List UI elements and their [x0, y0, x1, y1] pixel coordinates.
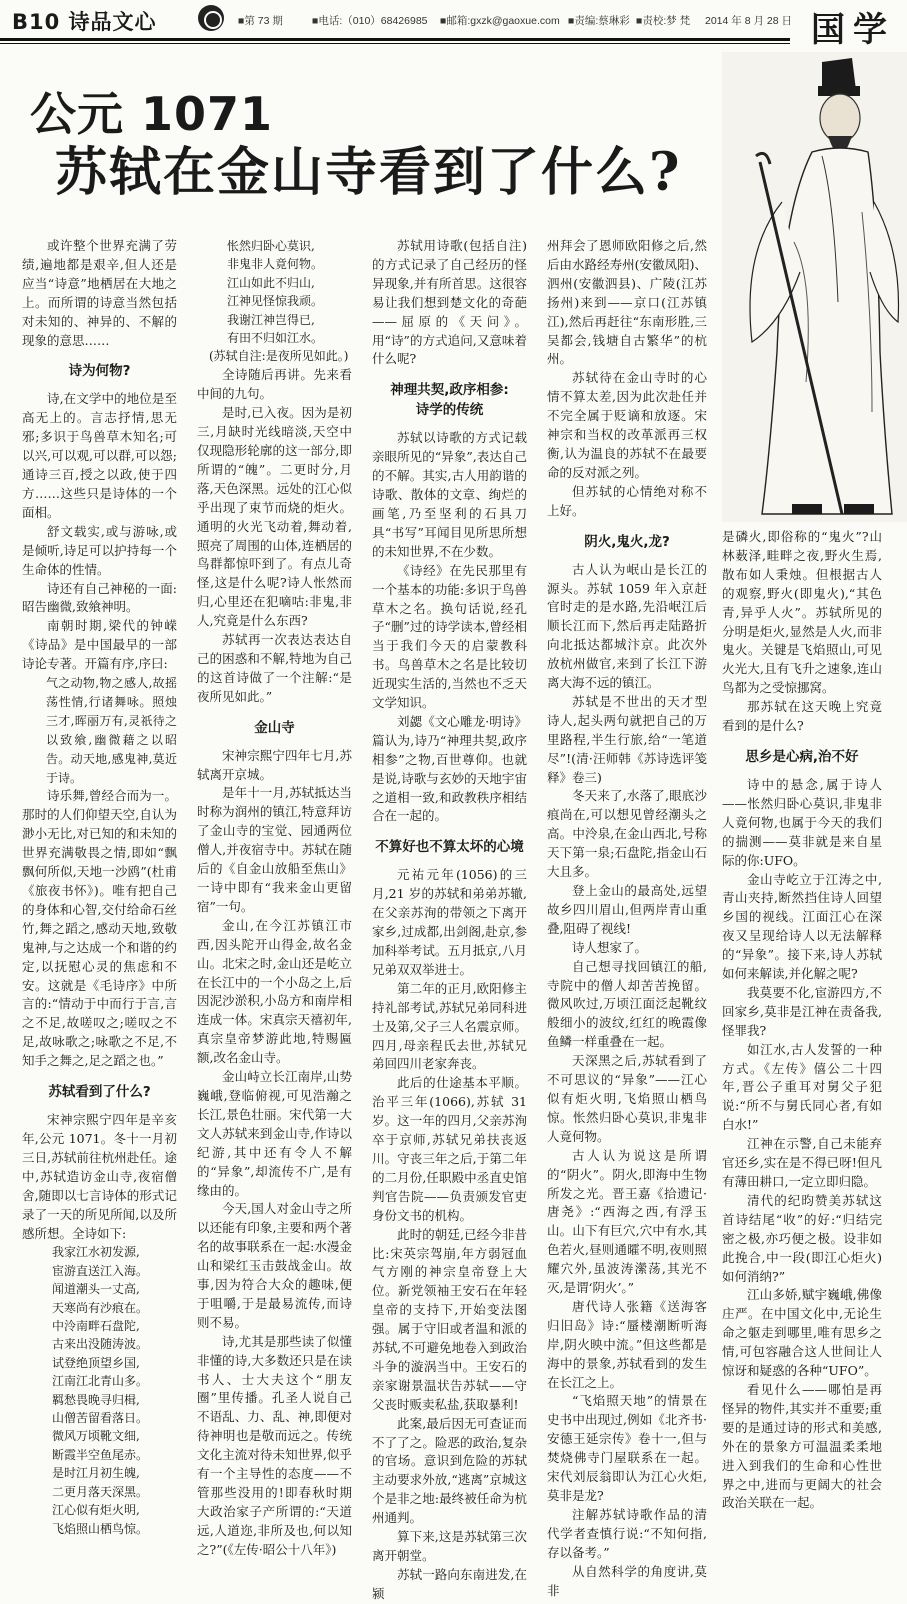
paragraph: 清代的纪昀赞美苏轼这首诗结尾“收”的好:“归结完密之极,亦巧便之极。设非如此挽合,中一段(即江心炬火)如何消纳?”	[722, 1192, 882, 1284]
editor-credit: ■责编:蔡琳彩	[568, 15, 630, 27]
paragraph: 金山峙立长江南岸,山势巍峨,登临俯视,可见浩瀚之长江,景色壮丽。宋代第一大文人苏轼来到金山寺,作诗以纪游,其中还有令人不解的“异象”,却流传不广,是有缘由的。	[197, 1069, 352, 1198]
poem-line: 羁愁畏晚寻归楫,	[52, 1392, 140, 1407]
paragraph: 是时,已入夜。因为是初三,月缺时光线暗淡,天空中仅现隐形轮廓的这一部分,即所谓的“魄”。二更时分,月落,天色深黑。远处的江心似乎出现了束节而烧的炬火。通明的火光飞动着,舞动着,照亮了周围的山体,连栖居的鸟群都惊吓到了。有点儿奇怪,这是什么呢?诗人怅然而归,心里还在犯嘀咕:非鬼,非人,究竟是什么东西?	[197, 405, 352, 629]
poem-line: 中泠南畔石盘陀,	[52, 1319, 140, 1334]
poem-line: 怅然归卧心莫识,	[227, 239, 315, 253]
paragraph: 那苏轼在这天晚上究竟看到的是什么?	[722, 699, 882, 734]
paragraph: 古人认为说这是所谓的“阴火”。阴火,即海中生物所发之光。晋王嘉《拾遗记·唐尧》:“西海之西,有浮玉山。山下有巨穴,穴中有水,其色若火,昼则通曤不明,夜则照耀穴外,虽波涛瀠荡,其光不灭,是谓‘阴火’。”	[547, 1147, 707, 1296]
paragraph: 苏轼一路向东南进发,在颍	[372, 1566, 527, 1601]
paragraph: 此案,最后因无可查证而不了了之。险恶的政治,复杂的官场。意识到危险的苏轼主动要求外放,“逃离”京城这个是非之地:最终被任命为杭州通判。	[372, 1415, 527, 1526]
paragraph: 从自然科学的角度讲,莫非	[547, 1563, 707, 1598]
poem-line: 江山如此不归山,	[227, 275, 315, 290]
paragraph: 诗,在文学中的地位是至高无上的。言志抒情,思无邪;多识于鸟兽草木知名;可以兴,可以观,可以群,可以怨;通诗三百,授之以政,使于四方……这些只是诗体的一个面相。	[22, 391, 177, 520]
phone-number: ■电话:（010）68426985	[312, 15, 428, 27]
poem-line: 古来出没随涛波。	[52, 1337, 149, 1352]
poem-line: 二更月落天深黑。	[52, 1484, 149, 1499]
poem-line: 飞焰照山栖鸟惊。	[52, 1521, 149, 1536]
section-heading: 诗为何物?	[68, 363, 131, 380]
paragraph: 苏轼以诗歌的方式记载亲眼所见的“异象”,表达自己的不解。其实,古人用韵谐的诗歌、散体的文章、绚烂的画笔,乃至坚利的石具刀具“书写”耳闻目见所思所想的未知世界,不在少数。	[372, 430, 527, 559]
paragraph: 如江水,古人发誓的一种方式。《左传》僖公二十四年,晋公子重耳对舅父子犯说:“所不与舅氏同心者,有如白水!”	[722, 1041, 882, 1133]
poem-line: 断霞半空鱼尾赤。	[52, 1447, 149, 1462]
email-address: ■邮箱:gxzk@gaoxue.com	[440, 15, 560, 27]
paragraph: 刘勰《文心雕龙·明诗》篇认为,诗乃“神理共契,政序相参”之物,百世尊仰。也就是说,诗歌与玄妙的天地宇宙之道相一致,和政教秩序相结合在一起的。	[372, 713, 527, 824]
paragraph: “飞焰照天地”的情景在史书中出现过,例如《北齐书·安德王延宗传》卷十一,但与焚烧佛寺门屋联系在一起。宋代刘辰翁即认为江心火炬,莫非是龙?	[547, 1393, 707, 1503]
paragraph: 舒文载实,或与游咏,或是倾听,诗足可以护持每一个生命体的性情。	[22, 523, 177, 577]
paragraph: 诗乐舞,曾经合而为一。那时的人们仰望天空,自认为渺小无比,对已知的和未知的世界充满敬畏之情,即如“飘飘何所似,天地一沙鸥”(杜甫《旅夜书怀》)。唯有把自己的身体和心智,交付给命石丝竹,舞之蹈之,感动天地,致敬鬼神,与之达成一个和谐的约定,以抚慰心灵的焦虑和不安。这就是《毛诗序》中所言的:“情动于中而行于言,言之不足,故嗟叹之;嗟叹之不足,故咏歌之;咏歌之不足,不知手之舞之,足之蹈之也。”	[22, 788, 177, 1069]
paragraph: 是年十一月,苏轼抵达当时称为润州的镇江,特意拜访了金山寺的宝觉、园通两位僧人,并夜宿寺中。苏轼在随后的《自金山放船至焦山》一诗中即有“我来金山更留宿”一句。	[197, 785, 352, 914]
paragraph: 算下来,这是苏轼第三次离开朝堂。	[372, 1529, 527, 1563]
paragraph: 《诗经》在先民那里有一个基本的功能:多识于鸟兽草木之名。换句话说,经孔子“删”过的诗学读本,曾经相当于我们今天的启蒙教科书。鸟兽草木之名是比较切近现实生活的,当然也不乏天文学知识。	[372, 562, 527, 711]
column-brand: 国学	[811, 10, 895, 50]
poem-line: 江南江北青山多。	[52, 1374, 149, 1389]
paragraph: 是磷火,即俗称的“鬼火”?山林薮泽,畦畔之夜,野火生焉,散布如人秉烛。但根据古人的观察,野火(即鬼火),“其色青,异乎人火”。苏轼所见的分明是炬火,显然是人火,而非鬼火。关键是飞焰照山,可见火光大,且有飞升之速象,连山鸟都为之受惊挪窝。	[722, 529, 882, 696]
section-heading: 诗学的传统	[415, 402, 484, 419]
paragraph: 第二年的正月,欧阳修主持礼部考试,苏轼兄弟同科进士及第,父子三人名震京师。四月,母亲程氏去世,苏轼兄弟回四川老家奔丧。	[372, 980, 527, 1072]
paragraph: 注解苏轼诗歌作品的清代学者查慎行说:“不知何指,存以备考。”	[547, 1506, 707, 1560]
poem-line: 宦游直送江入海。	[52, 1263, 149, 1278]
paragraph: 此后的仕途基本平顺。治平三年(1066),苏轼 31 岁。这一年的四月,父亲苏洵卒于京师,苏轼兄弟扶丧返川。守丧三年之后,于第二年的二月份,任职殿中丞直史馆判官告院——负责颁发官吏身份文书的机构。	[372, 1075, 527, 1223]
poem-line: 天寒尚有沙痕在。	[52, 1300, 149, 1315]
poem-line: 微风万顷靴文细,	[52, 1429, 140, 1444]
paragraph: 登上金山的最高处,远望故乡四川眉山,但两岸青山重叠,阻碍了视线!	[547, 883, 707, 936]
paragraph: 金山,在今江苏镇江市西,因头陀开山得金,故名金山。北宋之时,金山还是屹立在长江中的一个小岛之上,后因泥沙淤积,小岛方和南岸相连成一体。宋真宗天禧初年,真宗皇帝梦游此地,特赐匾额,改名金山寺。	[197, 917, 352, 1066]
poem-line: 江神见怪惊我顽。	[227, 294, 324, 309]
paper-logo-icon	[198, 5, 224, 31]
section-heading: 思乡是心病,治不好	[745, 748, 859, 765]
publication-date: 2014 年 8 月 28 日	[705, 15, 792, 27]
poem-line: 有田不归如江水。	[227, 331, 324, 346]
header-rule	[0, 38, 790, 41]
poem-line: 试登绝顶望乡国,	[52, 1355, 140, 1370]
section-heading: 金山寺	[254, 719, 295, 736]
paragraph: 州拜会了恩师欧阳修之后,然后由水路经寿州(安徽凤阳)、泗州(安徽泗县)、广陵(江苏扬州)来到——京口(江苏镇江),然后再赶往“东南形胜,三吴都会,钱塘自古繁华”的杭州。	[547, 238, 707, 367]
paragraph: 南朝时期,梁代的钟嵘《诗品》是中国最早的一部诗论专著。开篇有序,序曰:	[22, 618, 177, 672]
paragraph: 江神在示警,自己未能弃官还乡,实在是不得已呀!但凡有薄田耕口,一定立即归隐。	[722, 1136, 882, 1189]
paragraph: 或许整个世界充满了劳绩,遍地都是艰辛,但人还是应当“诗意”地栖居在大地之上。而所谓的诗意当然包括对未知的、神异的、不解的现象的意思……	[22, 238, 177, 348]
section-heading: 神理共契,政序相参:	[390, 382, 509, 399]
header-rule-thin	[0, 43, 790, 44]
page-header	[0, 0, 907, 50]
paragraph: 全诗随后再讲。先来看中间的九句。	[197, 367, 352, 402]
section-heading: 不算好也不算太坏的心境	[375, 839, 524, 856]
paragraph: 天深黑之后,苏轼看到了不可思议的“异象”——江心似有炬火明,飞焰照山栖鸟惊。怅然归卧心莫识,非鬼非人竟何物。	[547, 1053, 707, 1144]
paragraph: 苏轼再一次表达表达自己的困惑和不解,特地为自己的这首诗做了一个注解:“是夜所见如此。”	[197, 632, 352, 704]
paragraph: 自己想寻找回镇江的船,寺院中的僧人却苦苦挽留。微风吹过,万顷江面泛起靴纹般细小的波纹,红红的晚霞像鱼鳞一样重叠在一起。	[547, 958, 707, 1050]
headline-main: 苏轼在金山寺看到了什么?	[55, 142, 682, 203]
poem-line: 非鬼非人竟何物。	[227, 257, 324, 272]
poem-line: 江心似有炬火明,	[52, 1503, 140, 1518]
section-heading: 苏轼看到了什么?	[48, 1084, 151, 1101]
paragraph: 宋神宗熙宁四年七月,苏轼离开京城。	[197, 747, 352, 782]
paragraph: 苏轼用诗歌(包括自注)的方式记录了自己经历的怪异现象,并有所首思。这很容易让我们想到楚文化的奇葩——屈原的《天问》。用“诗”的方式追问,又意味着什么呢?	[372, 238, 527, 367]
paragraph: 元祐元年(1056)的三月,21 岁的苏轼和弟弟苏辙,在父亲苏洵的带领之下离开家乡,过成都,出剑阁,赴京,参加科举考试。五月抵京,八月兄弟双双举进士。	[372, 867, 527, 977]
paragraph: 诗人想家了。	[572, 939, 648, 955]
paragraph: 诗中的悬念,属于诗人——怅然归卧心莫识,非鬼非人竟何物,也属于今天的我们的揣测——莫非就是来自星际的你:UFO。	[722, 776, 882, 868]
poem-line: 是时江月初生魄,	[52, 1466, 140, 1481]
paragraph: 宋神宗熙宁四年是辛亥年,公元 1071。冬十一月初三日,苏轼前往杭州赴任。途中,苏轼造访金山寺,夜宿僧舍,随即以七言诗体的形式记录了一天的所见所闻,以及所感所想。全诗如下:	[22, 1112, 177, 1241]
author-note: (苏轼自注:是夜所见如此。)	[209, 349, 349, 364]
paragraph: 此时的朝廷,已经今非昔比:宋英宗驾崩,年方弱冠血气方刚的神宗皇帝登上大位。新党领袖王安石在年轻皇帝的支持下,开始变法图强。属于守旧或者温和派的苏轼,不可避免地卷入到政治斗争的漩涡当中。王安石的亲家谢景温状告苏轼——守父丧时贩卖私盐,获取暴利!	[372, 1226, 527, 1412]
paragraph: 苏轼待在金山寺时的心情不算太差,因为此次赴任并不完全属于贬谪和放逐。宋神宗和当权的改革派再三权衡,认为温良的苏轼不在最要命的反对派之列。	[547, 370, 707, 480]
issue-number: ■第 73 期	[238, 15, 283, 27]
paragraph: 我莫要不化,宦游四方,不回家乡,莫非是江神在责备我,怪罪我?	[722, 984, 882, 1038]
paragraph: 诗,尤其是那些读了似懂非懂的诗,大多数还只是在读书人、士大夫这个“朋友圈”里传播。孔圣人说自己不语乱、力、乱、神,即便对待神明也是敬而远之。传统文化主流对待未知世界,似乎有一个主导性的态度——不管那些没用的!即春秋时期大政治家子产所谓的:“天道远,人道迩,非所及也,何以知之?”(《左传·昭公十八年》)	[197, 1333, 352, 1557]
paragraph: 诗还有自己神秘的一面:昭告幽微,致飨神明。	[22, 580, 177, 615]
poem-line: 山僧苦留看落日。	[52, 1411, 149, 1426]
paragraph: 古人认为岷山是长江的源头。苏轼 1059 年入京赶官时走的是水路,先沿岷江后顺长江而下,然后再走陆路折向北抵达都城汴京。此次外放杭州做官,来到了长江下游离大海不远的镇江。	[547, 561, 707, 691]
su-shi-portrait	[722, 52, 907, 522]
proofreader-credit: ■责校:梦 梵	[636, 15, 691, 27]
poem-line: 我家江水初发源,	[52, 1245, 140, 1260]
paragraph: 冬天来了,水落了,眼底沙痕尚在,可以想见曾经潮头之高。中泠泉,在金山西北,号称天下第一泉;石盘陀,指金山石大且多。	[547, 788, 707, 880]
article-column-4	[547, 237, 707, 1598]
article-column-3	[372, 237, 527, 1601]
paragraph: 江山多娇,赋宇巍峨,佛像庄严。在中国文化中,无论生命之躯走到哪里,唯有思乡之情,可包容融合这人世间让人惊讶和疑惑的各种“UFO”。	[722, 1287, 882, 1379]
paragraph: 看见什么——哪怕是再怪异的物件,其实并不重要;重要的是通过诗的形式和美感,外在的景象方可温温柔柔地进入到我们的生命和心性世界之中,进而与更阔大的社会政治关联在一起。	[722, 1381, 882, 1511]
headline-year: 公元 1071	[30, 87, 274, 141]
section-heading: 阴火,鬼火,龙?	[584, 533, 670, 550]
paragraph: 今天,国人对金山寺之所以还能有印象,主要和两个著名的故事联系在一起:水漫金山和梁红玉击鼓战金山。故事,因为符合大众的趣味,便于咀嚼,于是最易流传,而诗则不易。	[197, 1201, 352, 1330]
article-column-1	[22, 237, 177, 1536]
section-label: B10 诗品文心	[12, 10, 157, 34]
poem-line: 闻道潮头一丈高,	[52, 1282, 140, 1297]
paragraph: 唐代诗人张籍《送海客归旧岛》诗:“蜃楼潮断听海岸,阴火映中流。”但这些都是海中的景象,苏轼看到的发生在长江之上。	[547, 1298, 707, 1390]
article-column-2	[197, 237, 352, 1557]
paragraph: 但苏轼的心情绝对称不上好。	[547, 483, 707, 518]
poem-line: 我谢江神岂得已,	[227, 312, 315, 327]
paragraph: 金山寺屹立于江涛之中,青山夹持,断然挡住诗人回望乡国的视线。江面江心在深夜又呈现给诗人以无法解释的“异象”。接下来,诗人苏轼如何来解读,并化解之呢?	[722, 871, 882, 982]
quotation: 气之动物,物之感人,故摇荡性情,行诸舞咏。照烛三才,晖丽万有,灵祇待之以致飨,幽微藉之以昭告。动天地,感鬼神,莫近于诗。	[46, 676, 177, 785]
paragraph: 苏轼是不世出的天才型诗人,起头两句就把自己的万里路程,半生行旅,给“一笔道尽”!(清·汪师韩《苏诗选评笺释》卷三)	[547, 693, 707, 785]
article-column-5	[722, 528, 882, 1511]
